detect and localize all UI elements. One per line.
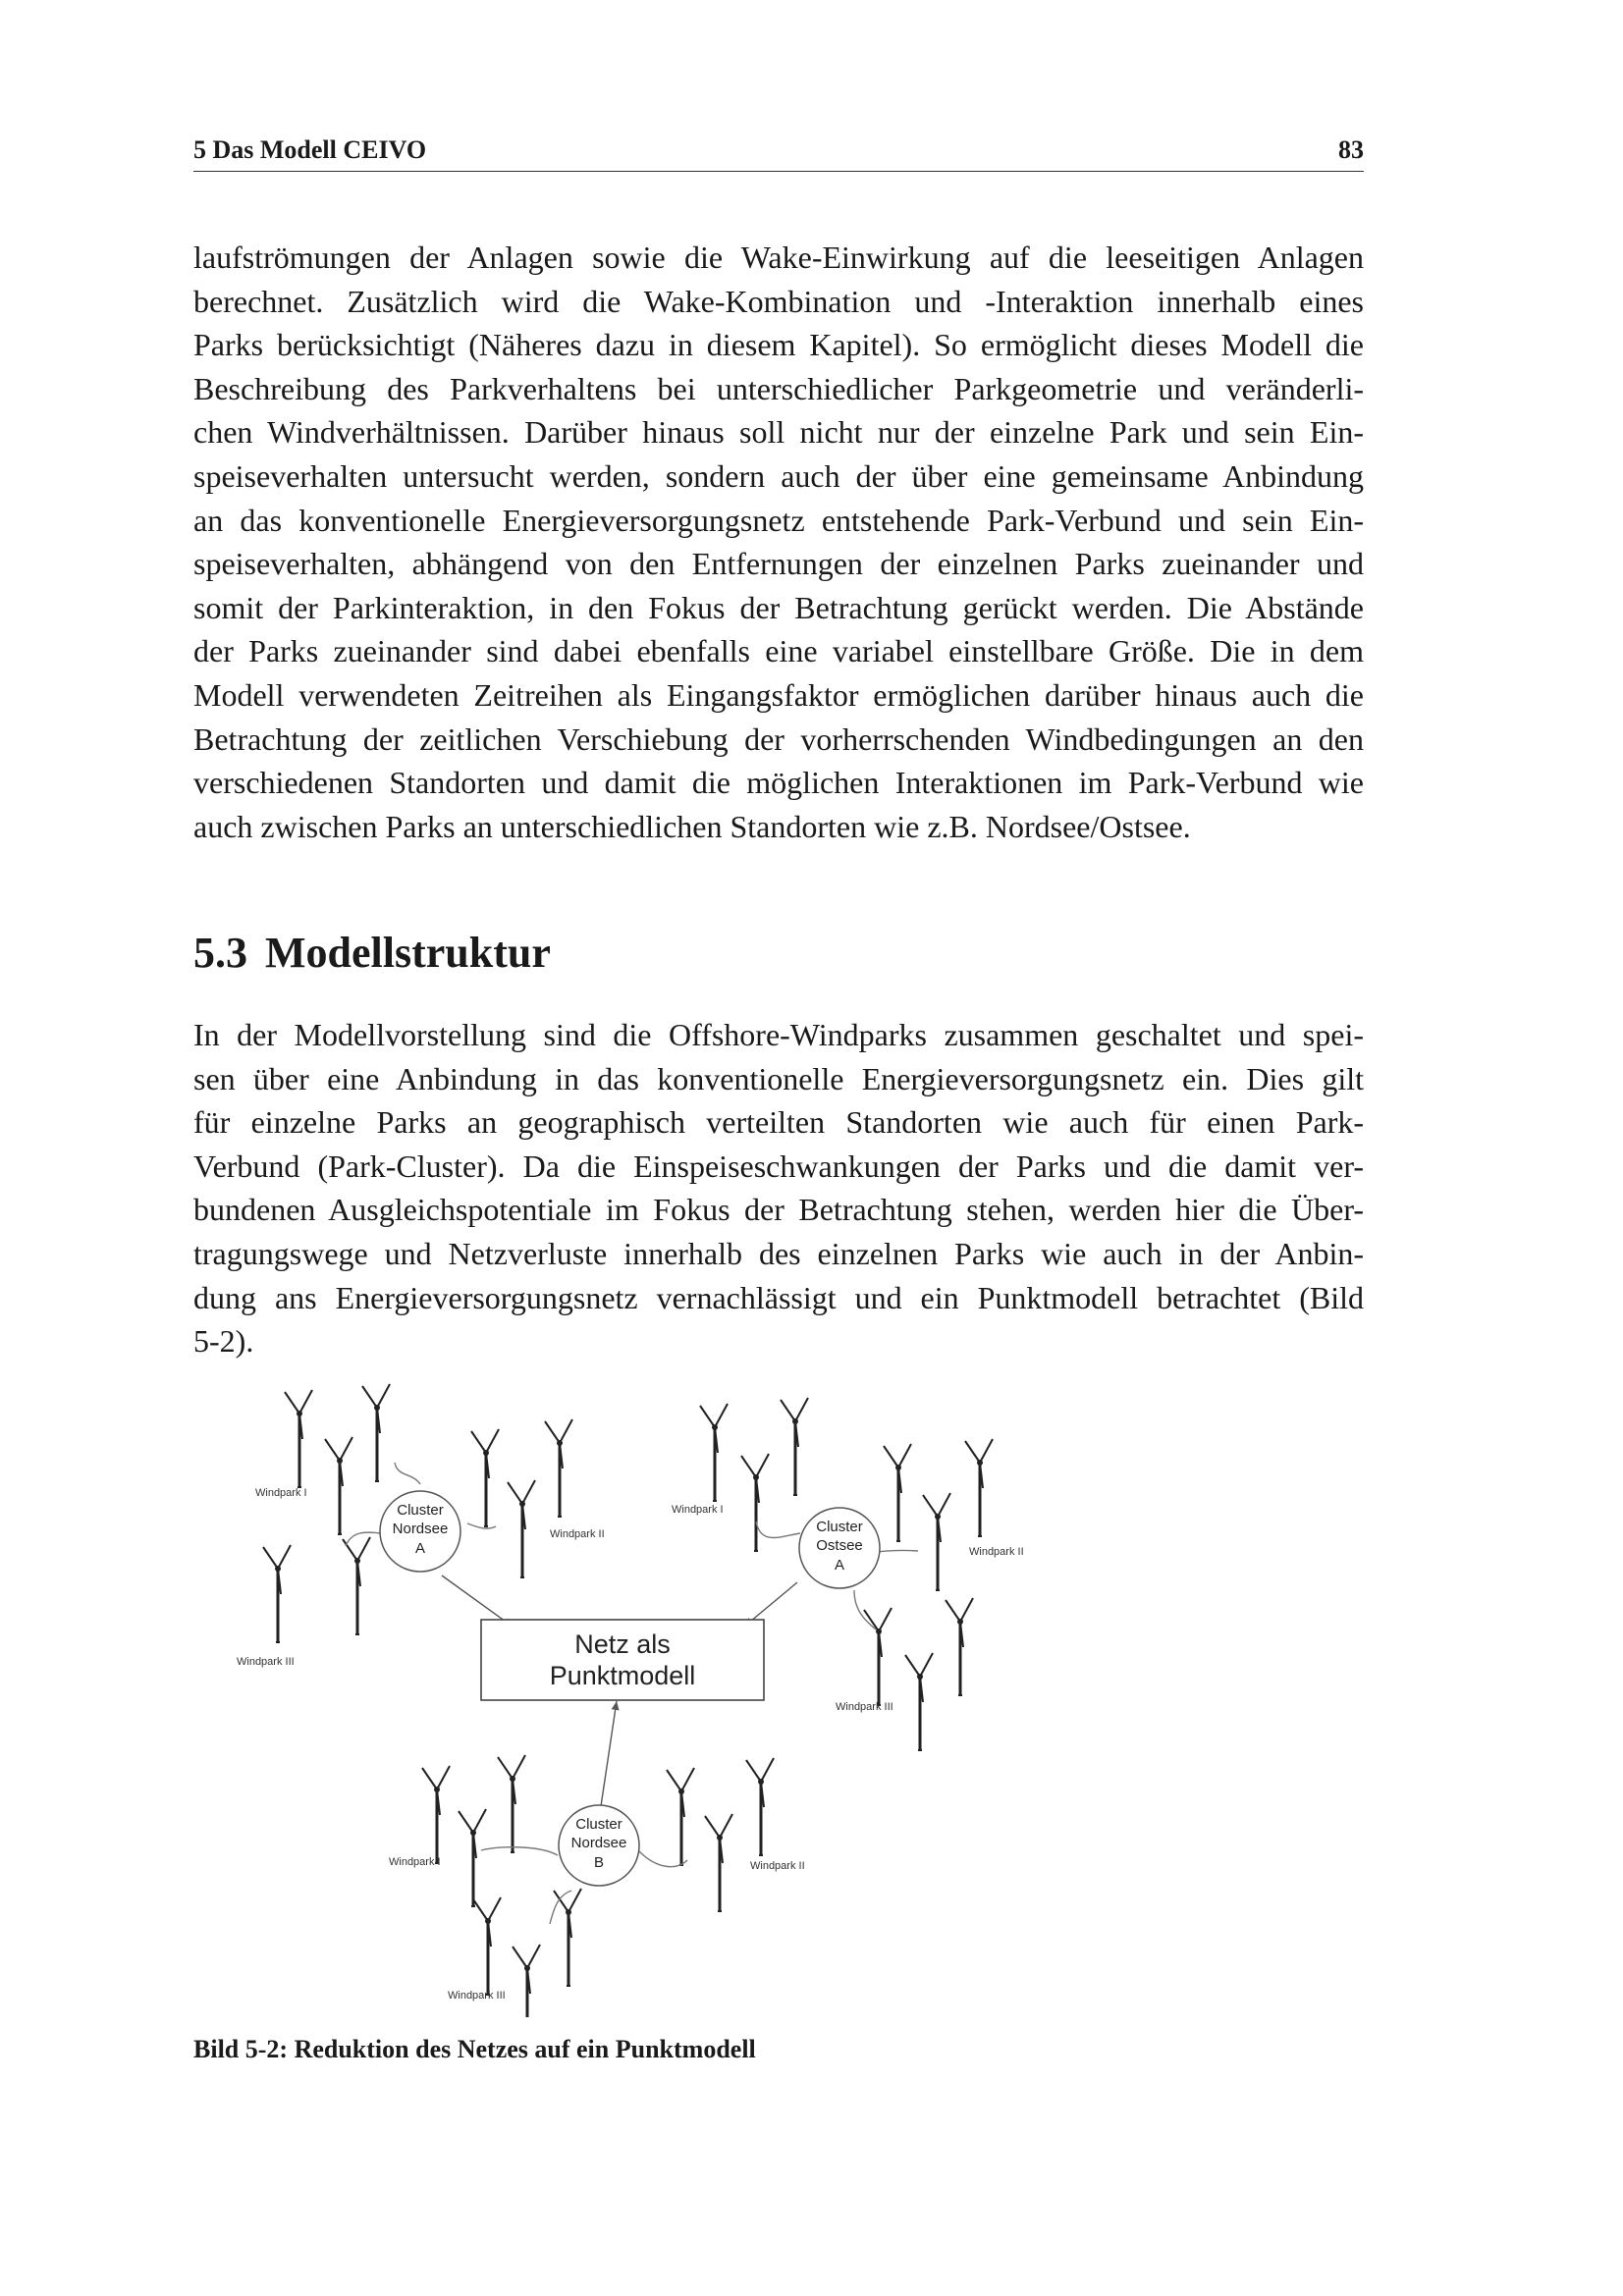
- text-line: 5-2).: [193, 1323, 254, 1360]
- text-line: der Parks zueinander sind dabei ebenfalls eine variabel einstellbare Größe. Die in dem: [193, 633, 1364, 669]
- text-line: speiseverhalten untersucht werden, sondern auch der über eine gemeinsame Anbindung: [193, 457, 1364, 494]
- windpark-label: Windpark I: [389, 1856, 441, 1868]
- cluster-label: A: [834, 1557, 845, 1574]
- cluster-label: Cluster: [816, 1519, 863, 1535]
- text-line: chen Windverhältnissen. Darüber hinaus soll nicht nur der einzelne Park und sein Ein-: [193, 414, 1364, 451]
- cluster-label: Nordsee: [570, 1835, 627, 1851]
- wind-turbine-icon: [884, 1444, 911, 1541]
- windpark-label: Windpark II: [969, 1546, 1024, 1558]
- wind-turbine-icon: [473, 1897, 501, 1995]
- text-line: Beschreibung des Parkverhaltens bei unterschiedlicher Parkgeometrie und veränderli-: [193, 370, 1364, 406]
- wind-turbine-icon: [746, 1758, 774, 1855]
- wind-turbine-icon: [343, 1537, 370, 1634]
- cluster-label: Nordsee: [392, 1521, 449, 1537]
- page-number: 83: [1338, 135, 1364, 164]
- grid-box-line-2: Punktmodell: [549, 1661, 696, 1690]
- wind-turbine-icon: [362, 1384, 390, 1481]
- windpark-label: Windpark I: [672, 1504, 724, 1516]
- body-paragraph-1: [193, 236, 1364, 848]
- windpark-label: Windpark II: [750, 1860, 805, 1872]
- figure-network-diagram: [216, 1379, 1080, 2017]
- wind-turbine-icon: [554, 1889, 581, 1986]
- text-line: Modell verwendeten Zeitreihen als Eingangsfaktor ermöglichen darüber hinaus auch die: [193, 676, 1364, 713]
- wind-turbine-icon: [781, 1398, 808, 1495]
- section-title-text: Modellstruktur: [265, 929, 551, 977]
- wind-turbine-icon: [325, 1437, 352, 1534]
- wind-turbine-icon: [667, 1768, 694, 1865]
- text-line: auch zwischen Parks an unterschiedlichen Standorten wie z.B. Nordsee/Ostsee.: [193, 808, 1191, 844]
- text-line: Betrachtung der zeitlichen Verschiebung der vorherrschenden Windbedingungen an den: [193, 721, 1364, 757]
- wind-turbine-icon: [705, 1814, 732, 1911]
- wind-turbine-icon: [923, 1493, 950, 1590]
- text-line: bundenen Ausgleichspotentiale im Fokus der Betrachtung stehen, werden hier die Über-: [193, 1192, 1364, 1228]
- wind-turbine-icon: [285, 1390, 312, 1487]
- cluster-label: B: [593, 1854, 605, 1871]
- windpark-label: Windpark III: [448, 1990, 506, 2002]
- body-paragraph-2: [193, 1013, 1364, 1363]
- windpark-label: Windpark III: [237, 1656, 295, 1668]
- running-header: [193, 135, 1364, 172]
- text-line: an das konventionelle Energieversorgungsnetz entstehende Park-Verbund und sein Ein-: [193, 502, 1364, 538]
- chapter-title: 5 Das Modell CEIVO: [193, 135, 427, 164]
- cluster-label: Ostsee: [816, 1537, 863, 1554]
- text-line: sen über eine Anbindung in das konventionelle Energieversorgungsnetz ein. Dies gilt: [193, 1060, 1364, 1096]
- text-line: dung ans Energieversorgungsnetz vernachlässigt und ein Punktmodell betrachtet (Bild: [193, 1279, 1364, 1315]
- section-number: 5.3: [193, 929, 247, 977]
- text-line: somit der Parkinteraktion, in den Fokus der Betrachtung gerückt werden. Die Abstände: [193, 589, 1364, 625]
- cluster-label: Cluster: [397, 1502, 444, 1519]
- windpark-label: Windpark III: [836, 1701, 893, 1713]
- wind-turbine-icon: [965, 1439, 993, 1536]
- windpark-label: Windpark II: [550, 1528, 605, 1540]
- text-line: für einzelne Parks an geographisch verteilten Standorten wie auch für einen Park-: [193, 1104, 1364, 1141]
- text-line: verschiedenen Standorten und damit die möglichen Interaktionen im Park-Verbund wie: [193, 765, 1364, 801]
- wind-turbine-icon: [422, 1766, 450, 1863]
- text-line: speiseverhalten, abhängend von den Entfernungen der einzelnen Parks zueinander und: [193, 546, 1364, 582]
- wind-turbine-icon: [513, 1945, 540, 2017]
- wind-turbine-icon: [498, 1755, 525, 1852]
- text-line: In der Modellvorstellung sind die Offshore-Windparks zusammen geschaltet und spei-: [193, 1017, 1364, 1052]
- wind-turbine-icon: [459, 1809, 486, 1906]
- figure-caption: Bild 5-2: Reduktion des Netzes auf ein Punktmodell: [193, 2035, 756, 2063]
- wind-turbine-icon: [700, 1404, 728, 1501]
- windpark-label: Windpark I: [255, 1487, 307, 1499]
- grid-box-line-1: Netz als: [574, 1629, 671, 1659]
- text-line: tragungswege und Netzverluste innerhalb des einzelnen Parks wie auch in der Anbin-: [193, 1235, 1364, 1271]
- wind-turbine-icon: [263, 1545, 291, 1642]
- cluster-label: A: [414, 1540, 426, 1557]
- wind-turbine-icon: [946, 1598, 973, 1695]
- text-line: berechnet. Zusätzlich wird die Wake-Kombination und -Interaktion innerhalb eines: [193, 283, 1364, 319]
- text-line: Verbund (Park-Cluster). Da die Einspeiseschwankungen der Parks und die damit ver-: [193, 1148, 1364, 1184]
- wind-turbine-icon: [471, 1429, 499, 1526]
- wind-turbine-icon: [905, 1653, 933, 1750]
- text-line: Parks berücksichtigt (Näheres dazu in diesem Kapitel). So ermöglicht dieses Modell die: [193, 327, 1364, 363]
- wind-turbine-icon: [545, 1419, 572, 1517]
- wind-turbine-icon: [508, 1480, 535, 1577]
- section-heading: [193, 928, 551, 978]
- text-line: laufströmungen der Anlagen sowie die Wake-Einwirkung auf die leeseitigen Anlagen: [193, 240, 1364, 275]
- cluster-label: Cluster: [575, 1816, 622, 1833]
